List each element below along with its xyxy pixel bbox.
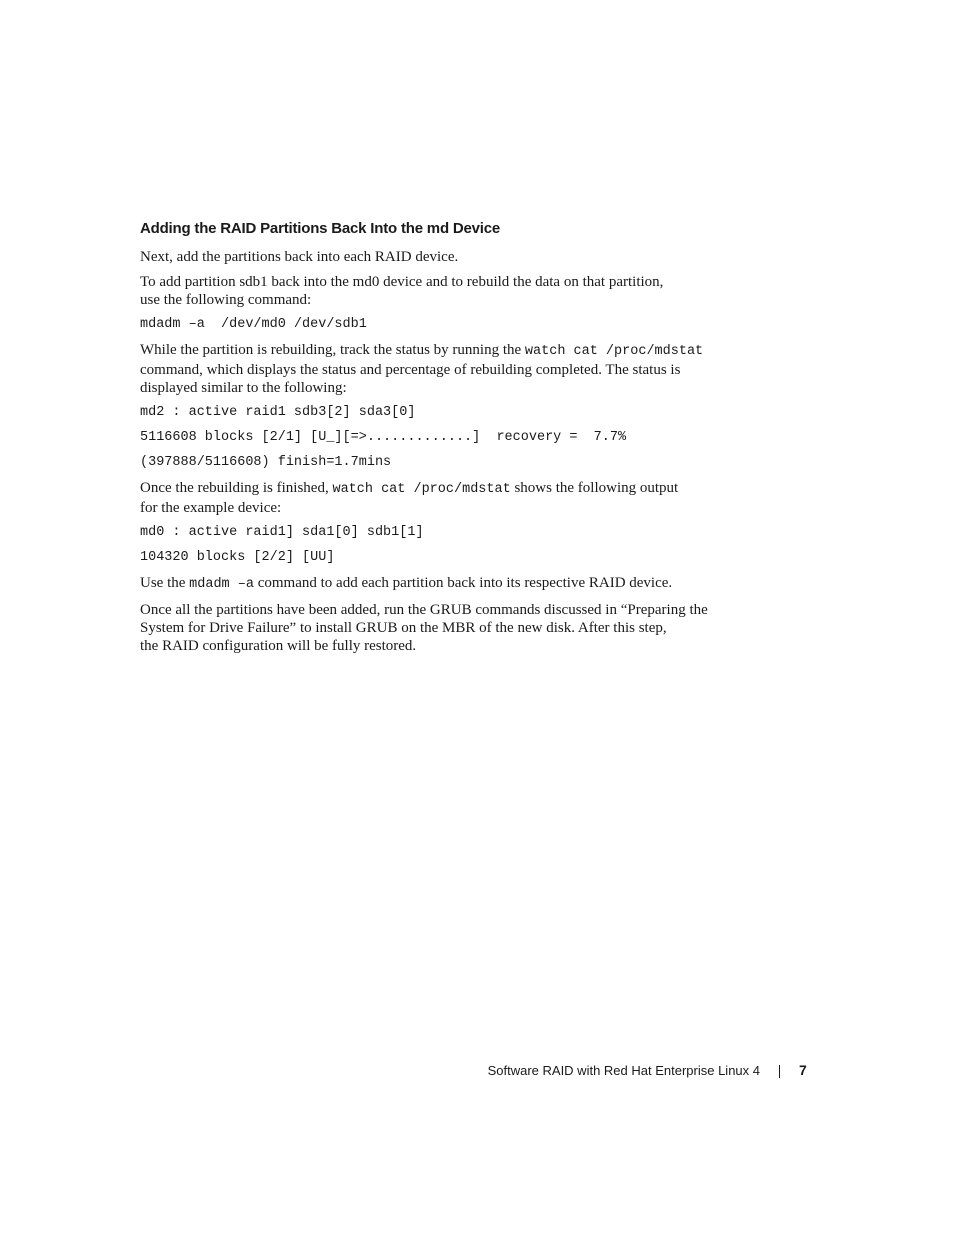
inline-code-mdadm: mdadm –a	[189, 577, 254, 592]
inline-code-watch-finished: watch cat /proc/mdstat	[332, 482, 511, 497]
paragraph-rebuild-status	[140, 341, 760, 397]
paragraph-rebuild-status-text: While the partition is rebuilding, track the status by running the	[140, 342, 525, 358]
paragraph-add-partition-line2: use the following command:	[140, 292, 312, 308]
footer-separator	[779, 1065, 780, 1078]
paragraph-mdadm-usage	[140, 574, 760, 594]
paragraph-rebuild-finished	[140, 479, 760, 517]
paragraph-grub-line1: Once all the partitions have been added, run the GRUB commands discussed in “Preparing the	[140, 602, 708, 618]
paragraph-rebuild-finished-line2: for the example device:	[140, 500, 282, 516]
paragraph-rebuild-status-line2: command, which displays the status and percentage of rebuilding completed. The status is	[140, 362, 681, 378]
inline-code-watch: watch cat /proc/mdstat	[524, 344, 704, 359]
code-finished-line2: 104320 blocks [2/2] [UU]	[140, 550, 335, 565]
paragraph-rebuild-finished-text-b: shows the following output	[510, 480, 679, 496]
paragraph-mdadm-usage-text: Use the	[140, 575, 190, 591]
section-heading: Adding the RAID Partitions Back Into the md Device	[140, 220, 501, 237]
paragraph-add-partition	[140, 273, 760, 309]
main-content	[140, 219, 760, 662]
paragraph-rebuild-finished-text: Once the rebuilding is finished,	[140, 480, 333, 496]
paragraph-intro	[140, 248, 760, 266]
code-status-line1: md2 : active raid1 sdb3[2] sda3[0]	[140, 405, 416, 420]
footer-title: Software RAID with Red Hat Enterprise Linux 4	[487, 1063, 760, 1078]
page-footer	[0, 1061, 954, 1081]
code-status-line2: 5116608 blocks [2/1] [U_][=>.............] recovery = 7.7%	[140, 430, 627, 445]
code-finished-line1: md0 : active raid1] sda1[0] sdb1[1]	[140, 525, 424, 540]
paragraph-grub-line2: System for Drive Failure” to install GRUB on the MBR of the new disk. After this step,	[140, 620, 667, 636]
code-status-line3: (397888/5116608) finish=1.7mins	[140, 455, 392, 470]
paragraph-intro-text: Next, add the partitions back into each RAID device.	[140, 249, 459, 265]
code-mdadm-add: mdadm –a /dev/md0 /dev/sdb1	[140, 317, 367, 332]
paragraph-grub	[140, 601, 760, 655]
paragraph-grub-line3: the RAID configuration will be fully restored.	[140, 638, 417, 654]
paragraph-mdadm-usage-text-b: command to add each partition back into its respective RAID device.	[253, 575, 673, 591]
paragraph-rebuild-status-line3: displayed similar to the following:	[140, 380, 347, 396]
paragraph-add-partition-line1: To add partition sdb1 back into the md0 device and to rebuild the data on that partition,	[140, 274, 664, 290]
page-number: 7	[799, 1062, 807, 1078]
